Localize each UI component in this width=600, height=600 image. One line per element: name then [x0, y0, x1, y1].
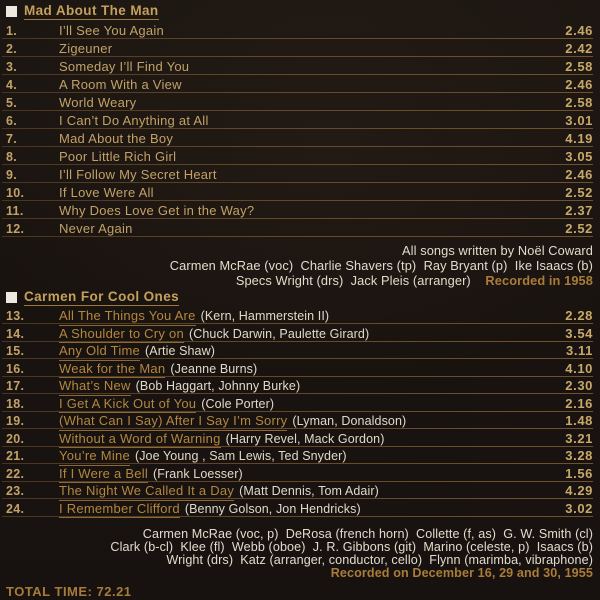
track-title: You’re Mine [59, 448, 130, 466]
credits-block [6, 528, 593, 580]
track-time: 3.02 [565, 500, 593, 516]
track-number: 1. [6, 24, 18, 38]
track-title: If Love Were All [59, 185, 154, 200]
personnel-credit: Wright (drs) Katz (arranger, conductor, cello) Flynn (marimba, vibraphone) [166, 553, 593, 567]
track-row [6, 40, 593, 58]
square-bullet-icon [6, 292, 17, 303]
track-number: 8. [6, 150, 18, 164]
track-row [6, 112, 593, 130]
track-row [6, 58, 593, 76]
track-number: 19. [6, 414, 25, 428]
track-time: 2.46 [565, 77, 593, 92]
credit-line [6, 567, 593, 580]
track-row [6, 378, 593, 396]
track-time: 3.28 [565, 448, 593, 463]
section-header [6, 290, 593, 306]
credit-line [6, 243, 593, 258]
track-number: 15. [6, 344, 25, 358]
track-number: 11. [6, 204, 24, 218]
track-composer: (Matt Dennis, Tom Adair) [239, 484, 379, 498]
track-title: I Remember Clifford [59, 501, 180, 519]
track-composer: (Artie Shaw) [145, 344, 215, 358]
track-time: 2.42 [565, 41, 593, 56]
track-time: 1.56 [565, 465, 593, 481]
track-title: If I Were a Bell [59, 466, 148, 484]
recording-date-label: Recorded in 1958 [485, 273, 593, 288]
track-composer: (Lyman, Donaldson) [292, 414, 407, 428]
track-number: 6. [6, 114, 18, 128]
section-header [6, 4, 593, 20]
track-title: I’ll Follow My Secret Heart [59, 167, 217, 182]
track-title: Zigeuner [59, 41, 113, 56]
track-time: 3.11 [566, 343, 593, 358]
track-number: 22. [6, 466, 25, 481]
track-row [6, 448, 593, 466]
credits-block [6, 243, 593, 288]
album-section [6, 290, 593, 580]
track-row [6, 308, 593, 326]
track-time: 3.05 [565, 149, 593, 164]
track-number: 10. [6, 186, 25, 200]
track-row [6, 76, 593, 94]
track-number: 7. [6, 132, 18, 146]
track-composer: (Cole Porter) [201, 396, 275, 411]
track-number: 24. [6, 501, 25, 516]
track-number: 18. [6, 396, 25, 411]
track-row [6, 94, 593, 112]
track-time: 1.48 [565, 413, 593, 428]
credit-line [6, 258, 593, 273]
track-title: Poor Little Rich Girl [59, 149, 177, 164]
track-row [6, 326, 593, 344]
track-number: 21. [6, 449, 25, 463]
track-row [6, 148, 593, 166]
track-row [6, 166, 593, 184]
credit-line [6, 273, 593, 288]
track-row [6, 22, 593, 40]
track-list [6, 308, 593, 518]
track-composer: (Kern, Hammerstein II) [200, 309, 330, 323]
track-title: Never Again [59, 221, 133, 236]
track-time: 2.58 [565, 59, 593, 74]
album-section [6, 4, 593, 288]
track-number: 9. [6, 168, 18, 182]
square-bullet-icon [6, 6, 17, 17]
track-time: 2.37 [565, 203, 593, 218]
track-number: 13. [6, 309, 25, 323]
track-time: 2.46 [565, 167, 593, 182]
track-number: 14. [6, 326, 25, 341]
track-title: The Night We Called It a Day [59, 483, 234, 501]
track-number: 20. [6, 431, 25, 446]
track-title: What’s New [59, 378, 131, 396]
track-number: 23. [6, 484, 25, 498]
track-row [6, 466, 593, 484]
personnel-credit: Specs Wright (drs) Jack Pleis (arranger) [235, 273, 486, 288]
track-time: 2.16 [565, 395, 593, 411]
track-row [6, 501, 593, 519]
track-row [6, 483, 593, 501]
track-title: World Weary [59, 95, 137, 110]
track-title: (What Can I Say) After I Say I’m Sorry [59, 413, 287, 431]
recording-date-label: Recorded on December 16, 29 and 30, 1955 [330, 566, 593, 580]
track-row [6, 343, 593, 361]
track-number: 16. [6, 361, 25, 376]
track-title: Mad About the Boy [59, 131, 174, 146]
personnel-credit: Carmen McRae (voc) Charlie Shavers (tp) Ray Bryant (p) Ike Isaacs (b) [169, 258, 593, 273]
track-time: 4.29 [565, 483, 593, 498]
track-number: 2. [6, 42, 18, 56]
track-title: All The Things You Are [59, 308, 196, 326]
track-row [6, 361, 593, 379]
track-time: 2.52 [565, 221, 593, 236]
section-title: Mad About The Man [24, 3, 159, 18]
section-title: Carmen For Cool Ones [24, 289, 180, 304]
track-list [6, 22, 593, 238]
track-time: 2.46 [565, 23, 593, 38]
track-row [6, 413, 593, 431]
track-row [6, 202, 593, 220]
track-row [6, 184, 593, 202]
track-title: Any Old Time [59, 343, 140, 361]
track-time: 2.52 [565, 185, 593, 200]
track-number: 17. [6, 379, 25, 393]
footer-row [6, 583, 593, 600]
track-number: 5. [6, 96, 18, 110]
track-time: 4.19 [565, 131, 593, 146]
track-number: 12. [6, 222, 25, 236]
track-time: 3.54 [565, 325, 593, 341]
track-title: A Room With a View [59, 77, 182, 92]
track-time: 4.10 [565, 360, 593, 376]
personnel-credit: Carmen McRae (voc, p) DeRosa (french horn) Collette (f, as) G. W. Smith (cl) [142, 527, 593, 541]
track-title: Why Does Love Get in the Way? [59, 203, 255, 218]
track-row [6, 130, 593, 148]
total-time-label: TOTAL TIME: 72.21 [6, 584, 132, 599]
track-list-sections [6, 4, 593, 580]
track-composer: (Frank Loesser) [153, 466, 243, 481]
track-time: 2.28 [565, 308, 593, 323]
track-title: Someday I’ll Find You [59, 59, 190, 74]
track-row [6, 396, 593, 414]
track-title: A Shoulder to Cry on [59, 326, 184, 344]
track-time: 3.01 [565, 113, 593, 128]
track-composer: (Harry Revel, Mack Gordon) [225, 431, 385, 446]
track-time: 3.21 [565, 430, 593, 446]
track-composer: (Jeanne Burns) [170, 361, 258, 376]
track-row [6, 220, 593, 238]
track-composer: (Bob Haggart, Johnny Burke) [135, 379, 301, 393]
track-time: 2.30 [565, 378, 593, 393]
track-number: 3. [6, 60, 18, 74]
personnel-credit: Clark (b-cl) Klee (fl) Webb (oboe) J. R. Gibbons (git) Marino (celeste, p) Isaacs (b) [110, 540, 593, 554]
personnel-credit: All songs written by Noël Coward [402, 243, 593, 258]
track-title: I Can’t Do Anything at All [59, 113, 209, 128]
track-row [6, 431, 593, 449]
track-composer: (Joe Young , Sam Lewis, Ted Snyder) [134, 449, 347, 463]
track-title: I’ll See You Again [59, 23, 164, 38]
track-title: I Get A Kick Out of You [59, 396, 196, 414]
track-composer: (Chuck Darwin, Paulette Girard) [188, 326, 370, 341]
track-title: Weak for the Man [59, 361, 165, 379]
track-title: Without a Word of Warning [59, 431, 221, 449]
track-time: 2.58 [565, 95, 593, 110]
track-composer: (Benny Golson, Jon Hendricks) [184, 501, 361, 516]
track-number: 4. [6, 78, 18, 92]
